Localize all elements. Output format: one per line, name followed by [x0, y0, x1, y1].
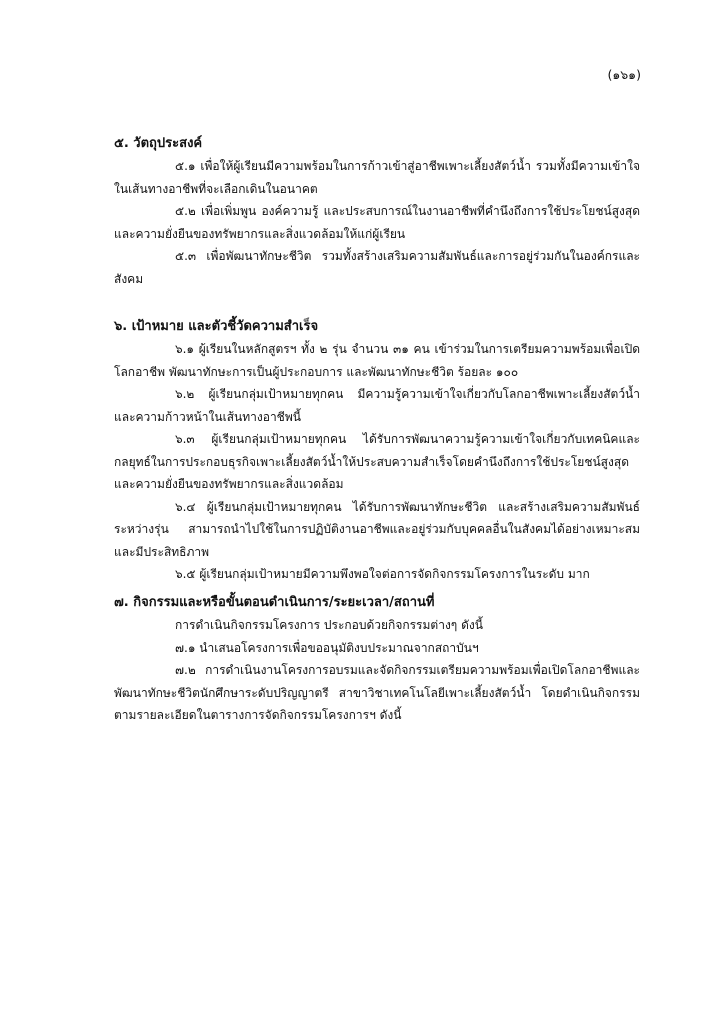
section-objectives [114, 133, 640, 290]
paragraph-7-1: ๗.๑ นำเสนอโครงการเพื่อขออนุมัติงบประมาณจากสถาบันฯ [175, 640, 479, 655]
paragraph-6-4: ๖.๔ ผู้เรียนกลุ่มเป้าหมายทุกคน ได้รับการพัฒนาทักษะชีวิต และสร้างเสริมความสัมพันธ์ระหว่างรุ่น สามารถนำไปใช้ในการปฏิบัติงานอาชีพและอยู่ร่วมกับบุคคลอื่นในสังคมได้อย่างเหมาะสมและมีประสิทธิภาพ [114, 499, 640, 559]
paragraph-5-3: ๕.๓ เพื่อพัฒนาทักษะชีวิต รวมทั้งสร้างเสริมความสัมพันธ์และการอยู่ร่วมกันในองค์กรและสังคม [114, 249, 640, 286]
paragraph-5-1: ๕.๑ เพื่อให้ผู้เรียนมีความพร้อมในการก้าวเข้าสู่อาชีพเพาะเลี้ยงสัตว์น้ำ รวมทั้งมีความเข้าใจในเส้นทางอาชีพที่จะเลือกเดินในอนาคต [114, 159, 640, 196]
paragraph-7-2: ๗.๒ การดำเนินงานโครงการอบรมและจัดกิจกรรมเตรียมความพร้อมเพื่อเปิดโลกอาชีพและพัฒนาทักษะชีวิตนักศึกษาระดับปริญญาตรี สาขาวิชาเทคโนโลยีเพาะเลี้ยงสัตว์น้ำ โดยดำเนินกิจกรรมตามรายละเอียดในตารางการจัดกิจกรรมโครงการฯ ดังนี้ [114, 663, 640, 722]
paragraph-7-intro: การดำเนินกิจกรรมโครงการ ประกอบด้วยกิจกรรมต่างๆ ดังนี้ [175, 618, 483, 632]
section-goals-indicators [114, 316, 640, 586]
section-activities [114, 592, 640, 727]
paragraph-6-3: ๖.๓ ผู้เรียนกลุ่มเป้าหมายทุกคน ได้รับการพัฒนาความรู้ความเข้าใจเกี่ยวกับเทคนิคและกลยุทธ์ในการประกอบธุรกิจเพาะเลี้ยงสัตว์น้ำให้ประสบความสำเร็จโดยคำนึงถึงการใช้ประโยชน์สูงสุดและความยั่งยืนของทรัพยากรและสิ่งแวดล้อม [114, 432, 640, 491]
paragraph-6-2: ๖.๒ ผู้เรียนกลุ่มเป้าหมายทุกคน มีความรู้ความเข้าใจเกี่ยวกับโลกอาชีพเพาะเลี้ยงสัตว์น้ำและความก้าวหน้าในเส้นทางอาชีพนี้ [114, 387, 640, 424]
section-heading-activities: ๗. กิจกรรมและหรือขั้นตอนดำเนินการ/ระยะเวลา/สถานที่ [114, 595, 435, 610]
paragraph-6-1: ๖.๑ ผู้เรียนในหลักสูตรฯ ทั้ง ๒ รุ่น จำนวน ๓๑ คน เข้าร่วมในการเตรียมความพร้อมเพื่อเปิดโลกอาชีพ พัฒนาทักษะการเป็นผู้ประกอบการ และพัฒนาทักษะชีวิต ร้อยละ ๑๐๐ [114, 342, 640, 379]
section-heading-objectives: ๕. วัตถุประสงค์ [114, 136, 203, 151]
paragraph-6-5: ๖.๕ ผู้เรียนกลุ่มเป้าหมายมีความพึงพอใจต่อการจัดกิจกรรมโครงการในระดับ มาก [175, 567, 590, 581]
section-heading-goals: ๖. เป้าหมาย และตัวชี้วัดความสำเร็จ [114, 319, 319, 334]
page-number: (๑๖๑) [607, 67, 641, 82]
paragraph-5-2: ๕.๒ เพื่อเพิ่มพูน องค์ความรู้ และประสบการณ์ในงานอาชีพที่คำนึงถึงการใช้ประโยชน์สูงสุดและความยั่งยืนของทรัพยากรและสิ่งแวดล้อมให้แก่ผู้เรียน [114, 204, 640, 241]
